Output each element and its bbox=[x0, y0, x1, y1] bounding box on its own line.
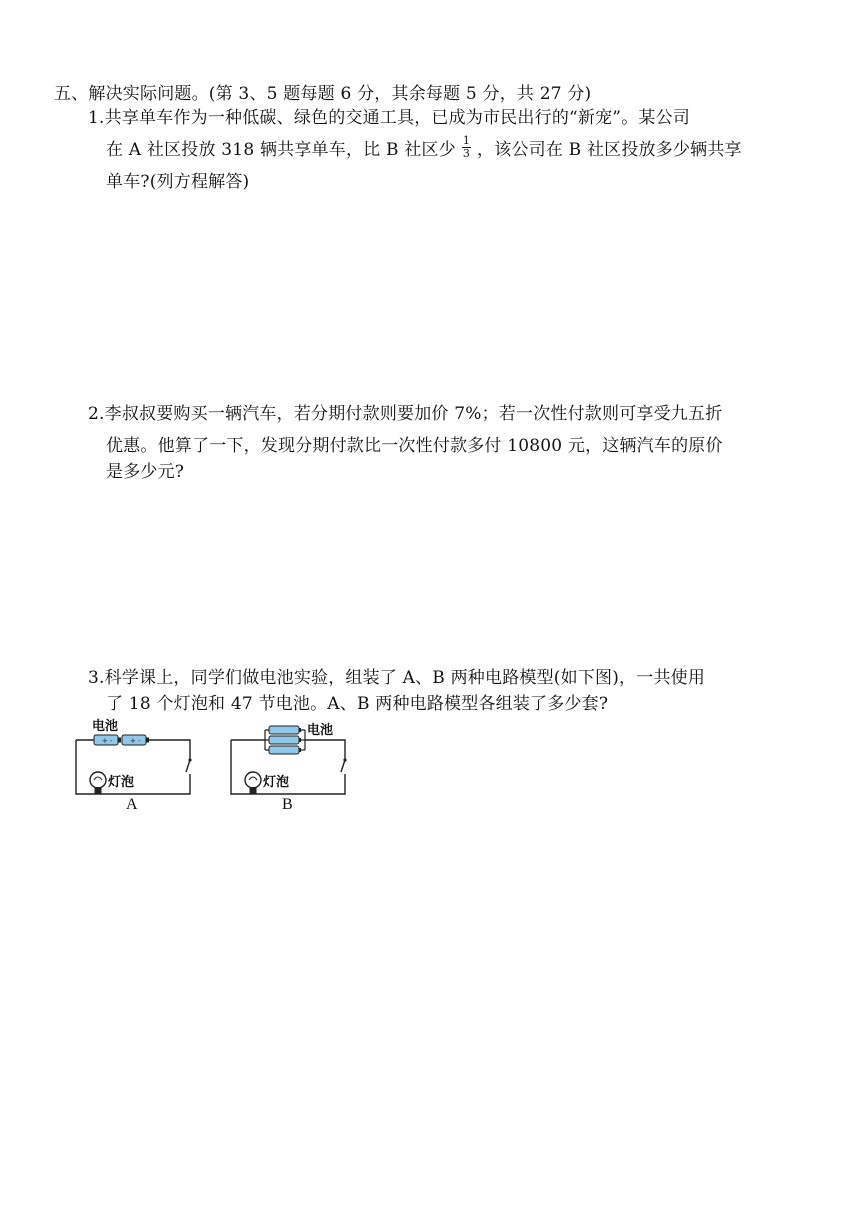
circuit-b-caption: B bbox=[282, 796, 293, 813]
light-bulb-icon bbox=[90, 772, 106, 794]
switch-terminal bbox=[188, 758, 191, 761]
circuit-diagram-b bbox=[225, 716, 360, 820]
q1-line-3: 单车?(列方程解答) bbox=[106, 172, 250, 192]
battery-icon bbox=[269, 736, 301, 744]
switch-icon bbox=[186, 760, 190, 772]
circuit-diagram-a bbox=[70, 716, 200, 820]
svg-text:+ -: + - bbox=[130, 737, 141, 745]
light-bulb-icon bbox=[245, 772, 261, 794]
switch-terminal bbox=[343, 758, 346, 761]
battery-icon bbox=[269, 746, 301, 754]
section-heading: 五、解决实际问题。(第 3、5 题每题 6 分，其余每题 5 分，共 27 分) bbox=[54, 84, 592, 104]
circuit-a-svg bbox=[70, 716, 200, 806]
fraction-numerator: 1 bbox=[462, 134, 471, 147]
circuit-a-caption: A bbox=[126, 796, 138, 813]
q1-line-1: 1.共享单车作为一种低碳、绿色的交通工具，已成为市民出行的“新宠”。某公司 bbox=[88, 108, 690, 128]
circuit-a-battery-label: 电池 bbox=[92, 719, 119, 734]
q2-line-1: 2.李叔叔要购买一辆汽车，若分期付款则要加价 7%；若一次性付款则可享受九五折 bbox=[88, 404, 723, 424]
battery-icon bbox=[94, 735, 121, 745]
q3-line-1: 3.科学课上，同学们做电池实验，组装了 A、B 两种电路模型(如下图)，一共使用 bbox=[88, 668, 706, 688]
circuit-a-wire bbox=[148, 740, 190, 760]
circuit-b-battery-label: 电池 bbox=[307, 723, 334, 738]
battery-icon bbox=[269, 726, 301, 734]
q2-line-3: 是多少元? bbox=[106, 462, 185, 482]
q1-line-2-after: ，该公司在 B 社区投放多少辆共享 bbox=[477, 140, 742, 160]
circuit-b-bulb-label: 灯泡 bbox=[263, 775, 290, 790]
q1-line-2 bbox=[106, 134, 742, 163]
circuit-b-wire bbox=[305, 740, 345, 760]
fraction-denominator: 3 bbox=[462, 147, 471, 160]
switch-icon bbox=[341, 760, 345, 772]
q2-line-2: 优惠。他算了一下，发现分期付款比一次性付款多付 10800 元，这辆汽车的原价 bbox=[106, 436, 723, 456]
q3-line-2: 了 18 个灯泡和 47 节电池。A、B 两种电路模型各组装了多少套? bbox=[106, 694, 609, 714]
svg-text:+ -: + - bbox=[102, 737, 113, 745]
circuit-b-svg bbox=[225, 716, 360, 806]
circuit-a-bulb-label: 灯泡 bbox=[108, 775, 135, 790]
battery-icon bbox=[122, 735, 149, 745]
q1-line-2-before: 在 A 社区投放 318 辆共享单车，比 B 社区少 bbox=[106, 140, 456, 160]
fraction-one-third bbox=[462, 135, 471, 160]
